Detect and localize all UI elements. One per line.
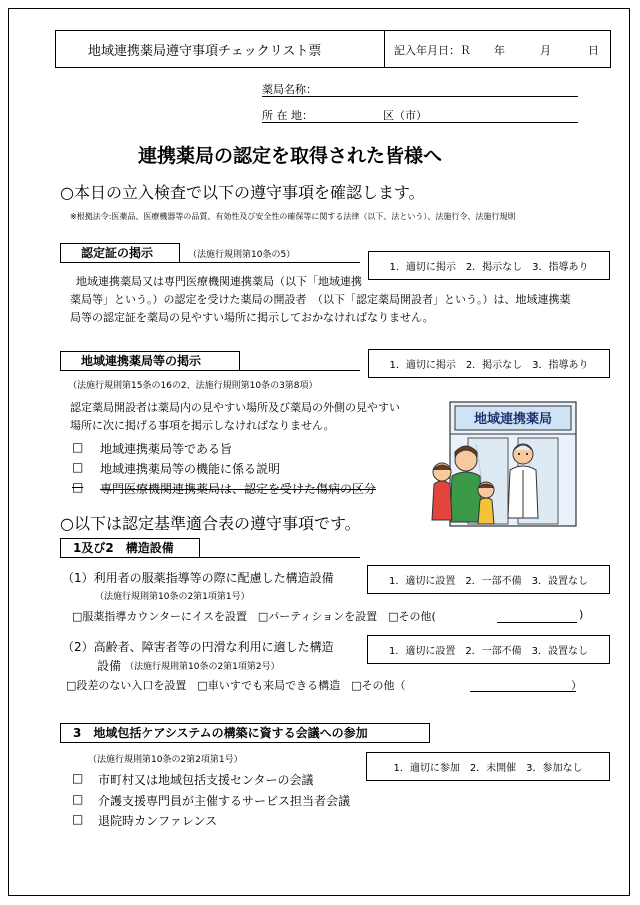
section-options[interactable]: 1．適切に参加 2．未開催 3．参加なし — [366, 752, 610, 781]
section-underline — [60, 557, 360, 558]
item1-checks[interactable]: □服薬指導カウンターにイスを設置 □パーティションを設置 □その他( — [72, 610, 436, 623]
item2-title: （2）高齢者、障害者等の円滑な利用に適した構造 — [62, 640, 334, 654]
section-heading: 1及び2 構造設備 — [60, 538, 200, 558]
checkbox[interactable]: □ — [72, 792, 84, 806]
address-field[interactable] — [262, 122, 578, 123]
item1-other-field[interactable] — [497, 622, 577, 623]
item1-ref: （法施行規則第10条の2第1項第1号） — [95, 592, 250, 602]
item1-title: （1）利用者の服薬指導等の際に配慮した構造設備 — [62, 571, 334, 585]
year-label: 年 — [494, 44, 505, 57]
pharmacy-name-label: 薬局名称： — [262, 83, 317, 96]
checkbox[interactable]: □ — [72, 480, 84, 494]
section-body-line: 薬局等」という。）の認定を受けた薬局の開設者 （以下「認定薬局開設者」という。）は、地域連携薬 — [70, 293, 571, 306]
check-item-label: 地域連携薬局等の機能に係る説明 — [100, 462, 281, 476]
pharmacy-name-field[interactable] — [262, 96, 578, 97]
section-underline — [60, 262, 360, 263]
section-ref: （法施行規則第15条の16の2、法施行規則第10条の3第8項） — [68, 381, 318, 391]
section-ref: （法施行規則第10条の5） — [188, 250, 296, 260]
section-body-line: 局等の認定証を薬局の見やすい場所に掲示しておかなければなりません。 — [70, 311, 434, 324]
check-item-label-struck: 専門医療機関連携薬局は、認定を受けた傷病の区分 — [100, 482, 377, 496]
checkbox[interactable]: □ — [72, 812, 84, 826]
intro-text: ○本日の立入検査で以下の遵守事項を確認します。 — [60, 183, 425, 202]
intro2-text: ○以下は認定基準適合表の遵守事項です。 — [60, 514, 361, 533]
date-label: 記入年月日：Ｒ — [394, 44, 471, 57]
day-label: 日 — [588, 44, 599, 57]
check-item-label: 退院時カンファレンス — [98, 814, 218, 828]
check-item-label: 市町村又は地域包括支援センターの会議 — [98, 773, 314, 787]
pharmacy-sign-text: 地域連携薬局 — [473, 412, 553, 427]
item2-title-cont: 設備 — [97, 659, 122, 673]
item2-options[interactable]: 1．適切に設置 2．一部不備 3．設置なし — [367, 635, 610, 664]
item2-other-field[interactable] — [470, 691, 576, 692]
section-heading: 認定証の掲示 — [60, 243, 180, 263]
address-label: 所 在 地： — [262, 109, 313, 122]
item1-close-paren: ) — [579, 608, 584, 621]
section-body-line: 場所に次に掲げる事項を掲示しなければなりません。 — [70, 419, 335, 432]
section-heading: 3 地域包括ケアシステムの構築に資する会議への参加 — [60, 723, 430, 743]
checkbox[interactable]: □ — [72, 440, 84, 454]
section-body-line: 認定薬局開設者は薬局内の見やすい場所及び薬局の外側の見やすい — [70, 401, 400, 414]
form-title: 地域連携薬局遵守事項チェックリスト票 — [88, 44, 322, 59]
item2-ref: （法施行規則第10条の2第1項第2号） — [125, 662, 280, 672]
check-item-label: 地域連携薬局等である旨 — [100, 442, 233, 456]
law-note: ※根拠法令:医薬品、医療機器等の品質、有効性及び安全性の確保等に関する法律（以下、法という）、法施行令、法施行規則 — [70, 212, 516, 221]
section-ref: （法施行規則第10条の2第2項第1号） — [88, 755, 243, 765]
month-label: 月 — [540, 44, 551, 57]
small-child-figure — [478, 482, 494, 524]
checkbox[interactable]: □ — [72, 771, 84, 785]
item1-options[interactable]: 1．適切に設置 2．一部不備 3．設置なし — [367, 565, 610, 594]
pharmacy-illustration — [428, 400, 588, 530]
check-item-label: 介護支援専門員が主催するサービス担当者会議 — [98, 794, 351, 808]
item2-checks[interactable]: □段差のない入口を設置 □車いすでも来局できる構造 □その他（ — [66, 679, 406, 692]
checkbox[interactable]: □ — [72, 460, 84, 474]
main-title: 連携薬局の認定を取得された皆様へ — [138, 145, 443, 167]
section-heading: 地域連携薬局等の掲示 — [60, 351, 240, 371]
child-visitor-figure — [432, 463, 452, 520]
adult-visitor-figure — [450, 446, 482, 522]
item2-close-paren: ） — [571, 679, 582, 692]
section-options[interactable]: 1．適切に掲示 2．掲示なし 3．指導あり — [368, 349, 610, 378]
section-body-line: 地域連携薬局又は専門医療機関連携薬局（以下「地域連携 — [76, 275, 362, 288]
ward-label: 区（市） — [383, 109, 427, 122]
section-underline — [60, 370, 360, 371]
section-options[interactable]: 1．適切に掲示 2．掲示なし 3．指導あり — [368, 251, 610, 280]
